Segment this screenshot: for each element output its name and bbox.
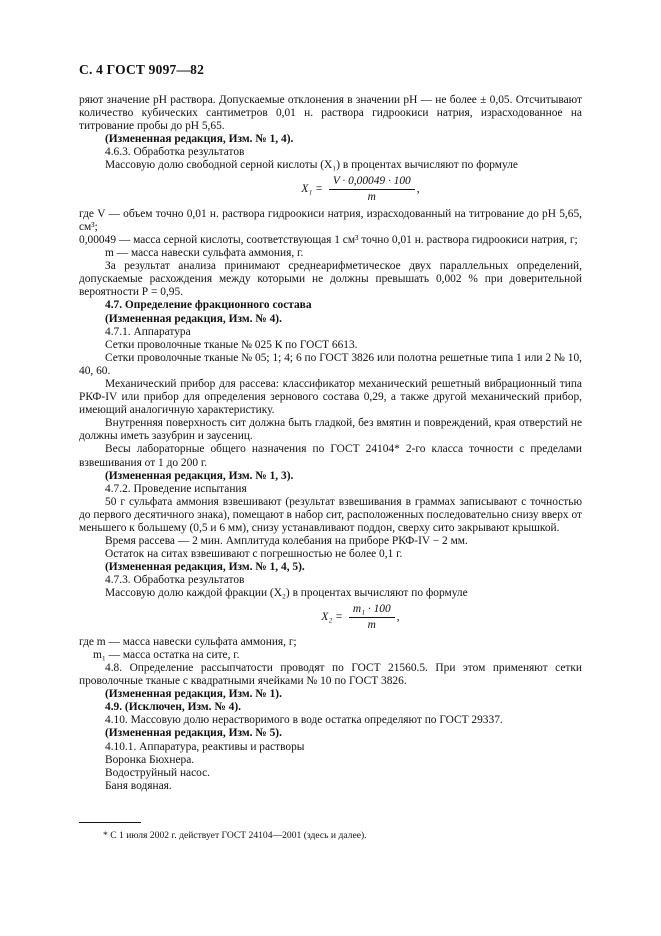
paragraph: ряют значение рН раствора. Допускаемые отклонения в значении рН — не более ± 0,05. Отсчитывают количество кубических сантиметров 0,01 н. раствора гидроокиси натрия, израсходованное на титрование пробы до рН 5,65.: [79, 94, 582, 133]
paragraph: Механический прибор для рассева: классификатор механический решетный вибрационный типа РКФ-IV или прибор для определения зернового состава 0,29, а также другой механический прибор, имеющий аналогичную характеристику.: [79, 377, 582, 417]
page-header: С. 4 ГОСТ 9097—82: [79, 62, 205, 77]
where-line: где V — объем точно 0,01 н. раствора гидроокиси натрия, израсходованный на титрование до рН 5,65, см³;: [79, 207, 582, 233]
section-heading: 4.7.2. Проведение испытания: [105, 482, 247, 495]
amendment-note: 4.9. (Исключен, Изм. № 4).: [105, 701, 241, 714]
paragraph: Внутренняя поверхность сит должна быть гладкой, без вмятин и повреждений, края отверстий не должны иметь зазубрин и заусениц.: [79, 417, 582, 443]
formula-tail: ,: [396, 610, 400, 623]
section-heading: 4.7.3. Обработка результатов: [105, 574, 245, 587]
where-line: где m — масса навески сульфата аммония, г;: [79, 635, 297, 648]
formula-numerator: m₁ · 100: [349, 603, 395, 618]
paragraph: 4.10. Массовую долю нерастворимого в воде остатка определяют по ГОСТ 29337.: [105, 714, 503, 727]
amendment-note: (Измененная редакция, Изм. № 1).: [105, 688, 282, 701]
amendment-note: (Измененная редакция, Изм. № 1, 4, 5).: [105, 561, 305, 574]
paragraph: За результат анализа принимают среднеарифметическое двух параллельных определений, допускаемые расхождения между которыми не должны превышать 0,002 % при доверительной вероятности Р = 0,95.: [79, 260, 582, 299]
formula-x1: [139, 175, 582, 204]
paragraph: Массовую долю каждой фракции (X₂) в процентах вычисляют по формуле: [105, 587, 468, 600]
paragraph: Остаток на ситах взвешивают с погрешностью не более 0,1 г.: [105, 548, 403, 561]
formula-lhs: X₁ =: [301, 182, 323, 195]
formula-numerator: V · 0,00049 · 100: [329, 175, 415, 190]
paragraph: Сетки проволочные тканые № 05; 1; 4; 6 по ГОСТ 3826 или полотна решетные типа 1 или 2 № 10, 40, 60.: [79, 351, 582, 377]
formula-fraction: [349, 603, 395, 632]
amendment-note: (Измененная редакция, Изм. № 5).: [105, 727, 282, 740]
section-heading: 4.7. Определение фракционного состава: [105, 299, 312, 312]
document-body: [79, 94, 582, 793]
paragraph: Время рассева — 2 мин. Амплитуда колебания на приборе РКФ-IV − 2 мм.: [105, 535, 468, 548]
paragraph: Весы лабораторные общего назначения по ГОСТ 24104* 2-го класса точности с пределами взвешивания от 1 до 200 г.: [79, 443, 582, 469]
section-heading: 4.10.1. Аппаратура, реактивы и растворы: [105, 740, 305, 753]
footnote-divider: [79, 822, 141, 823]
where-line: m₁ — масса остатка на сите, г.: [93, 648, 240, 661]
formula-denominator: m: [367, 190, 376, 203]
where-line: 0,00049 — масса серной кислоты, соответствующая 1 см³ точно 0,01 н. раствора гидроокиси натрия, г;: [79, 233, 578, 246]
paragraph: Сетки проволочные тканые № 025 К по ГОСТ 6613.: [105, 338, 358, 351]
section-heading: 4.7.1. Аппаратура: [105, 325, 191, 338]
amendment-note: (Измененная редакция, Изм. № 1, 4).: [105, 133, 294, 146]
footnote: * С 1 июля 2002 г. действует ГОСТ 24104—2001 (здесь и далее).: [103, 830, 367, 841]
paragraph: 4.8. Определение рассыпчатости проводят по ГОСТ 21560.5. При этом применяют сетки проволочные тканые с квадратными ячейками № 10 по ГОСТ 3826.: [79, 661, 582, 688]
amendment-note: (Измененная редакция, Изм. № 4).: [105, 312, 282, 325]
formula-denominator: m: [367, 618, 376, 631]
list-item: Воронка Бюхнера.: [105, 753, 195, 766]
formula-lhs: X₂ =: [321, 610, 343, 623]
list-item: Водоструйный насос.: [105, 766, 211, 779]
formula-x2: [139, 603, 582, 632]
list-item: Баня водяная.: [105, 779, 172, 792]
paragraph: Массовую долю свободной серной кислоты (X₁) в процентах вычисляют по формуле: [105, 159, 518, 172]
formula-tail: ,: [416, 182, 420, 195]
where-line: m — масса навески сульфата аммония, г.: [105, 247, 304, 260]
amendment-note: (Измененная редакция, Изм. № 1, 3).: [105, 469, 294, 482]
paragraph: 50 г сульфата аммония взвешивают (результат взвешивания в граммах записывают с точностью до первого десятичного знака), помещают в набор сит, расположенных последовательно снизу вверх от меньшего к большему (0,5 и 6 мм), снизу устанавливают поддон, сверху сито закрывают крышкой.: [79, 495, 582, 534]
formula-fraction: [329, 175, 415, 204]
section-heading: 4.6.3. Обработка результатов: [105, 146, 245, 159]
